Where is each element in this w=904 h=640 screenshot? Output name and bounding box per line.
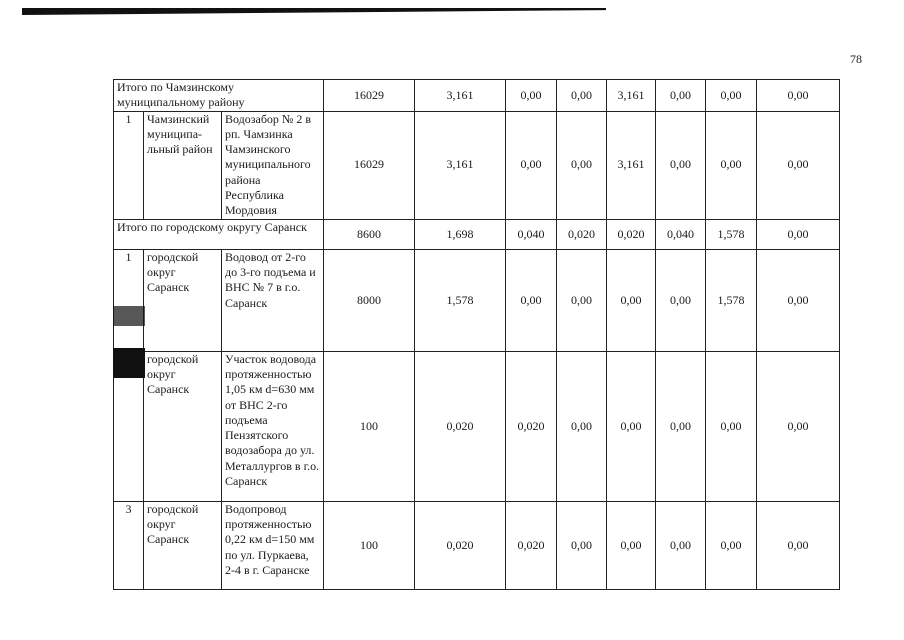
value-cell: 0,040 xyxy=(656,219,706,249)
value-cell: 0,00 xyxy=(757,80,840,112)
value-cell: 0,020 xyxy=(607,219,656,249)
value-cell: 0,040 xyxy=(506,219,557,249)
value-cell: 1,578 xyxy=(415,249,506,351)
value-cell: 0,00 xyxy=(557,351,607,501)
object-cell: Водопровод протяженностью 0,22 км d=150 мм по ул. Пуркаева, 2-4 в г. Саранске xyxy=(222,501,324,589)
district-cell: городской округ Саранск xyxy=(144,501,222,589)
object-cell: Участок водовода протяженностью 1,05 км d=630 мм от ВНС 2-го подъема Пензятского водозабора до ул. Металлургов в г.о. Саранск xyxy=(222,351,324,501)
value-cell: 0,00 xyxy=(656,80,706,112)
value-cell: 8000 xyxy=(324,249,415,351)
value-cell: 0,00 xyxy=(607,351,656,501)
value-cell: 0,00 xyxy=(506,80,557,112)
value-cell: 0,020 xyxy=(415,501,506,589)
value-cell: 16029 xyxy=(324,111,415,219)
value-cell: 3,161 xyxy=(607,80,656,112)
value-cell: 0,020 xyxy=(506,351,557,501)
table-row xyxy=(114,501,840,589)
row-index: 1 xyxy=(114,249,144,351)
value-cell: 0,00 xyxy=(607,501,656,589)
value-cell: 0,00 xyxy=(706,80,757,112)
value-cell: 0,00 xyxy=(757,249,840,351)
value-cell: 0,020 xyxy=(506,501,557,589)
value-cell: 0,00 xyxy=(757,111,840,219)
scan-smudge xyxy=(113,348,145,378)
object-cell: Водовод от 2-го до 3-го подъема и ВНС № 7 в г.о. Саранск xyxy=(222,249,324,351)
value-cell: 16029 xyxy=(324,80,415,112)
value-cell: 0,00 xyxy=(757,501,840,589)
value-cell: 0,00 xyxy=(506,249,557,351)
value-cell: 0,020 xyxy=(415,351,506,501)
value-cell: 0,00 xyxy=(656,351,706,501)
table-row-subtotal xyxy=(114,80,840,112)
investment-table xyxy=(113,79,840,590)
scan-smudge xyxy=(113,306,145,326)
value-cell: 0,00 xyxy=(506,111,557,219)
table-row xyxy=(114,249,840,351)
district-cell: Чамзинский муниципа-льный район xyxy=(144,111,222,219)
value-cell: 1,578 xyxy=(706,219,757,249)
table-row xyxy=(114,111,840,219)
subtotal-label: Итого по Чамзинскому муниципальному району xyxy=(114,80,324,112)
subtotal-label: Итого по городскому округу Саранск xyxy=(114,219,324,249)
value-cell: 0,00 xyxy=(656,501,706,589)
value-cell: 3,161 xyxy=(415,80,506,112)
value-cell: 0,00 xyxy=(656,249,706,351)
value-cell: 0,00 xyxy=(757,351,840,501)
value-cell: 1,698 xyxy=(415,219,506,249)
value-cell: 100 xyxy=(324,351,415,501)
page-number: 78 xyxy=(850,52,862,66)
row-index: 1 xyxy=(114,111,144,219)
value-cell: 3,161 xyxy=(607,111,656,219)
value-cell: 0,00 xyxy=(557,249,607,351)
value-cell: 3,161 xyxy=(415,111,506,219)
district-cell: городской округ Саранск xyxy=(144,249,222,351)
table-row xyxy=(114,351,840,501)
value-cell: 0,00 xyxy=(607,249,656,351)
table-row-subtotal xyxy=(114,219,840,249)
value-cell: 0,00 xyxy=(706,501,757,589)
scan-edge-bar xyxy=(22,8,606,15)
value-cell: 100 xyxy=(324,501,415,589)
value-cell: 1,578 xyxy=(706,249,757,351)
object-cell: Водозабор № 2 в рп. Чамзинка Чамзинского муниципального района Республика Мордовия xyxy=(222,111,324,219)
value-cell: 0,020 xyxy=(557,219,607,249)
district-cell: городской округ Саранск xyxy=(144,351,222,501)
row-index: 3 xyxy=(114,501,144,589)
value-cell: 0,00 xyxy=(557,80,607,112)
value-cell: 0,00 xyxy=(656,111,706,219)
value-cell: 0,00 xyxy=(557,111,607,219)
value-cell: 0,00 xyxy=(706,351,757,501)
value-cell: 8600 xyxy=(324,219,415,249)
value-cell: 0,00 xyxy=(557,501,607,589)
value-cell: 0,00 xyxy=(757,219,840,249)
value-cell: 0,00 xyxy=(706,111,757,219)
